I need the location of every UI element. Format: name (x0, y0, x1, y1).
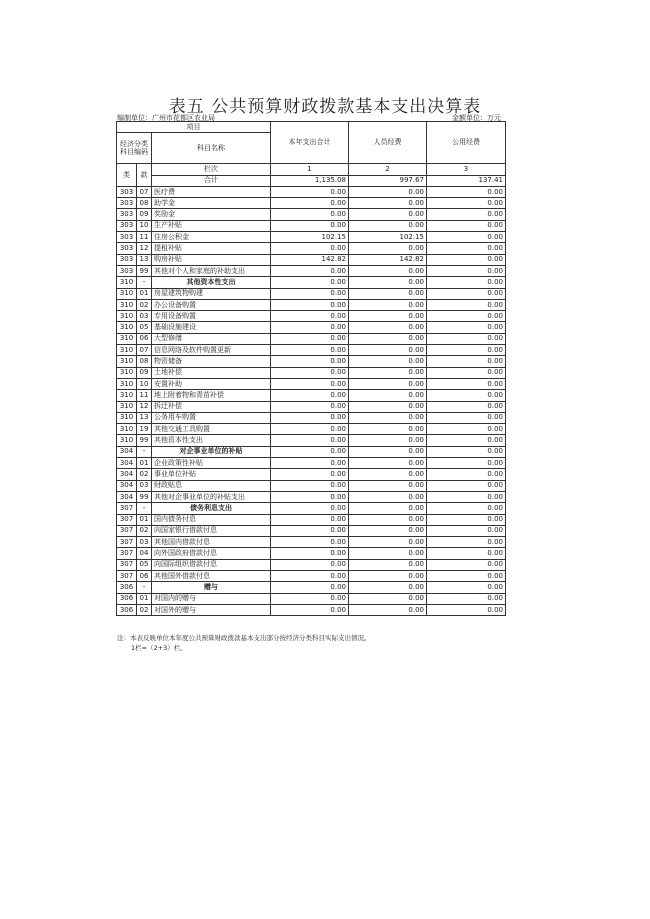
cell-personnel: 0.00 (349, 378, 427, 389)
cell-total: 0.00 (271, 446, 349, 457)
cell-subject-name: 其他资本性支出 (152, 277, 271, 288)
cell-lei: 310 (117, 424, 137, 435)
cell-total: 0.00 (271, 491, 349, 502)
cell-personnel: 0.00 (349, 198, 427, 209)
table-row (117, 458, 506, 469)
cell-subject-name: 奖励金 (152, 209, 271, 220)
cell-subject-name: 拆迁补偿 (152, 401, 271, 412)
cell-personnel: 0.00 (349, 401, 427, 412)
cell-subject-name: 信息网络及软件购置更新 (152, 345, 271, 356)
cell-public: 0.00 (427, 367, 506, 378)
cell-personnel: 0.00 (349, 593, 427, 604)
cell-personnel: 0.00 (349, 514, 427, 525)
cell-total: 0.00 (271, 277, 349, 288)
cell-personnel: 0.00 (349, 277, 427, 288)
cell-subject-name: 安置补助 (152, 378, 271, 389)
cell-kuan: 08 (137, 356, 152, 367)
cell-kuan: 02 (137, 469, 152, 480)
cell-total: 0.00 (271, 299, 349, 310)
cell-public: 0.00 (427, 593, 506, 604)
table-row (117, 559, 506, 570)
cell-lei: 307 (117, 514, 137, 525)
cell-personnel: 0.00 (349, 435, 427, 446)
cell-lei: 304 (117, 469, 137, 480)
cell-lei: 303 (117, 243, 137, 254)
total-row (117, 175, 506, 186)
cell-kuan: 11 (137, 232, 152, 243)
cell-total: 0.00 (271, 469, 349, 480)
cell-kuan: 12 (137, 401, 152, 412)
cell-public: 0.00 (427, 322, 506, 333)
cell-subject-name: 对国外的赠与 (152, 604, 271, 615)
header-row-lanci (117, 164, 506, 175)
header-personnel: 人员经费 (349, 122, 427, 164)
col-number-1: 1 (271, 164, 349, 175)
cell-subject-name: 基础设施建设 (152, 322, 271, 333)
table-row (117, 299, 506, 310)
cell-public: 0.00 (427, 582, 506, 593)
cell-personnel: 0.00 (349, 537, 427, 548)
cell-personnel: 0.00 (349, 525, 427, 536)
cell-public: 0.00 (427, 435, 506, 446)
cell-lei: 303 (117, 254, 137, 265)
header-row-project (117, 122, 506, 133)
cell-subject-name: 助学金 (152, 198, 271, 209)
table-row (117, 322, 506, 333)
cell-kuan: 07 (137, 345, 152, 356)
cell-personnel: 0.00 (349, 559, 427, 570)
table-row (117, 277, 506, 288)
table-row (117, 412, 506, 423)
table-row (117, 537, 506, 548)
cell-kuan: 03 (137, 537, 152, 548)
table-row (117, 198, 506, 209)
table-row (117, 243, 506, 254)
cell-public: 0.00 (427, 356, 506, 367)
cell-subject-name: 其他国外借款付息 (152, 570, 271, 581)
cell-subject-name: 其他对个人和家庭的补助支出 (152, 265, 271, 276)
cell-kuan: - (137, 503, 152, 514)
cell-personnel: 0.00 (349, 503, 427, 514)
header-project: 项目 (117, 122, 271, 133)
cell-public: 0.00 (427, 548, 506, 559)
table-row (117, 491, 506, 502)
cell-kuan: 99 (137, 435, 152, 446)
cell-lei: 310 (117, 333, 137, 344)
cell-total: 0.00 (271, 503, 349, 514)
cell-lei: 304 (117, 491, 137, 502)
col-number-3: 3 (427, 164, 506, 175)
table-row (117, 593, 506, 604)
cell-lei: 304 (117, 446, 137, 457)
cell-public: 0.00 (427, 469, 506, 480)
cell-kuan: 19 (137, 424, 152, 435)
note-line-1: 注：本表反映单位本年度公共预算财政拨款基本支出部分按经济分类科目实际支出情况。 (117, 634, 371, 642)
cell-public: 0.00 (427, 424, 506, 435)
cell-total: 0.00 (271, 186, 349, 197)
cell-public: 0.00 (427, 209, 506, 220)
header-public: 公用经费 (427, 122, 506, 164)
header-econ-code: 经济分类科目编码 (117, 133, 152, 164)
table-row (117, 186, 506, 197)
cell-subject-name: 国内债务付息 (152, 514, 271, 525)
total-value-1: 1,135.08 (271, 175, 349, 186)
cell-total: 0.00 (271, 345, 349, 356)
total-value-2: 997.67 (349, 175, 427, 186)
header-lei: 类 (117, 164, 137, 187)
cell-personnel: 0.00 (349, 458, 427, 469)
cell-lei: 306 (117, 582, 137, 593)
cell-kuan: 03 (137, 480, 152, 491)
cell-lei: 310 (117, 378, 137, 389)
cell-subject-name: 生产补贴 (152, 220, 271, 231)
cell-personnel: 0.00 (349, 333, 427, 344)
cell-public: 0.00 (427, 401, 506, 412)
table-row (117, 424, 506, 435)
cell-public: 0.00 (427, 446, 506, 457)
table-row (117, 525, 506, 536)
cell-public: 0.00 (427, 186, 506, 197)
cell-lei: 310 (117, 412, 137, 423)
cell-total: 0.00 (271, 604, 349, 615)
cell-total: 0.00 (271, 458, 349, 469)
cell-subject-name: 大型修缮 (152, 333, 271, 344)
cell-personnel: 0.00 (349, 288, 427, 299)
table-row (117, 311, 506, 322)
cell-public: 0.00 (427, 254, 506, 265)
cell-personnel: 0.00 (349, 209, 427, 220)
cell-subject-name: 其他国内借款付息 (152, 537, 271, 548)
cell-kuan: 10 (137, 378, 152, 389)
table-row (117, 480, 506, 491)
header-subject-name: 科目名称 (152, 133, 271, 164)
cell-public: 0.00 (427, 480, 506, 491)
cell-kuan: 01 (137, 458, 152, 469)
cell-kuan: 99 (137, 491, 152, 502)
cell-lei: 303 (117, 220, 137, 231)
cell-subject-name: 房屋建筑物购建 (152, 288, 271, 299)
cell-total: 0.00 (271, 378, 349, 389)
cell-personnel: 0.00 (349, 582, 427, 593)
cell-lei: 304 (117, 480, 137, 491)
cell-total: 0.00 (271, 537, 349, 548)
header-lanci: 栏次 (152, 164, 271, 175)
cell-public: 0.00 (427, 559, 506, 570)
cell-public: 0.00 (427, 220, 506, 231)
amount-unit: 金额单位：万元 (452, 114, 501, 122)
cell-lei: 310 (117, 277, 137, 288)
cell-personnel: 0.00 (349, 220, 427, 231)
cell-public: 0.00 (427, 345, 506, 356)
cell-public: 0.00 (427, 378, 506, 389)
cell-kuan: 02 (137, 299, 152, 310)
cell-total: 0.00 (271, 424, 349, 435)
cell-public: 0.00 (427, 570, 506, 581)
cell-lei: 304 (117, 458, 137, 469)
cell-kuan: 13 (137, 254, 152, 265)
col-number-2: 2 (349, 164, 427, 175)
cell-lei: 310 (117, 390, 137, 401)
table-row (117, 367, 506, 378)
cell-personnel: 0.00 (349, 548, 427, 559)
cell-subject-name: 对国内的赠与 (152, 593, 271, 604)
cell-total: 0.00 (271, 198, 349, 209)
cell-public: 0.00 (427, 299, 506, 310)
cell-personnel: 0.00 (349, 243, 427, 254)
cell-public: 0.00 (427, 311, 506, 322)
cell-subject-name: 购房补贴 (152, 254, 271, 265)
cell-total: 0.00 (271, 525, 349, 536)
cell-subject-name: 提租补贴 (152, 243, 271, 254)
cell-total: 0.00 (271, 593, 349, 604)
cell-lei: 310 (117, 345, 137, 356)
table-row (117, 345, 506, 356)
cell-kuan: 12 (137, 243, 152, 254)
header-total: 本年支出合计 (271, 122, 349, 164)
cell-kuan: 09 (137, 209, 152, 220)
cell-personnel: 0.00 (349, 446, 427, 457)
cell-personnel: 142.82 (349, 254, 427, 265)
cell-public: 0.00 (427, 277, 506, 288)
cell-kuan: - (137, 446, 152, 457)
cell-lei: 303 (117, 232, 137, 243)
cell-kuan: 01 (137, 593, 152, 604)
cell-kuan: 07 (137, 186, 152, 197)
cell-public: 0.00 (427, 514, 506, 525)
cell-lei: 307 (117, 548, 137, 559)
cell-lei: 307 (117, 503, 137, 514)
cell-kuan: 99 (137, 265, 152, 276)
cell-lei: 306 (117, 593, 137, 604)
cell-public: 0.00 (427, 288, 506, 299)
cell-lei: 303 (117, 198, 137, 209)
cell-subject-name: 公务用车购置 (152, 412, 271, 423)
cell-lei: 310 (117, 322, 137, 333)
cell-lei: 303 (117, 186, 137, 197)
table-row (117, 503, 506, 514)
cell-lei: 306 (117, 604, 137, 615)
cell-subject-name: 债务利息支出 (152, 503, 271, 514)
total-label: 合计 (152, 175, 271, 186)
cell-public: 0.00 (427, 458, 506, 469)
cell-personnel: 0.00 (349, 311, 427, 322)
cell-personnel: 0.00 (349, 345, 427, 356)
cell-subject-name: 事业单位补贴 (152, 469, 271, 480)
cell-total: 0.00 (271, 220, 349, 231)
cell-lei: 310 (117, 435, 137, 446)
cell-total: 0.00 (271, 435, 349, 446)
cell-kuan: 05 (137, 322, 152, 333)
cell-kuan: 08 (137, 198, 152, 209)
cell-total: 0.00 (271, 570, 349, 581)
cell-subject-name: 地上附着物和青苗补偿 (152, 390, 271, 401)
cell-subject-name: 土地补偿 (152, 367, 271, 378)
table-row (117, 288, 506, 299)
cell-subject-name: 其他资本性支出 (152, 435, 271, 446)
expenditure-table (116, 121, 506, 616)
cell-total: 0.00 (271, 401, 349, 412)
cell-subject-name: 向外国政府借款付息 (152, 548, 271, 559)
cell-total: 0.00 (271, 480, 349, 491)
cell-total: 102.15 (271, 232, 349, 243)
table-row (117, 356, 506, 367)
cell-total: 0.00 (271, 559, 349, 570)
cell-lei: 310 (117, 288, 137, 299)
table-notes (117, 633, 371, 653)
cell-personnel: 0.00 (349, 367, 427, 378)
cell-lei: 307 (117, 559, 137, 570)
cell-total: 0.00 (271, 548, 349, 559)
cell-subject-name: 企业政策性补贴 (152, 458, 271, 469)
note-line-2: 1栏=（2+3）栏。 (131, 644, 187, 652)
cell-subject-name: 财政贴息 (152, 480, 271, 491)
cell-subject-name: 向国际组织借款付息 (152, 559, 271, 570)
cell-personnel: 0.00 (349, 469, 427, 480)
cell-lei: 303 (117, 209, 137, 220)
cell-lei: 307 (117, 525, 137, 536)
cell-personnel: 0.00 (349, 491, 427, 502)
cell-personnel: 0.00 (349, 390, 427, 401)
table-row (117, 232, 506, 243)
cell-public: 0.00 (427, 604, 506, 615)
cell-total: 0.00 (271, 582, 349, 593)
cell-public: 0.00 (427, 412, 506, 423)
cell-subject-name: 其他交通工具购置 (152, 424, 271, 435)
cell-subject-name: 对企事业单位的补贴 (152, 446, 271, 457)
table-row (117, 401, 506, 412)
cell-lei: 310 (117, 367, 137, 378)
cell-public: 0.00 (427, 525, 506, 536)
cell-public: 0.00 (427, 491, 506, 502)
cell-personnel: 0.00 (349, 604, 427, 615)
cell-total: 142.82 (271, 254, 349, 265)
cell-subject-name: 专用设备购置 (152, 311, 271, 322)
cell-kuan: 01 (137, 288, 152, 299)
cell-subject-name: 物资储备 (152, 356, 271, 367)
table-row (117, 378, 506, 389)
cell-subject-name: 办公设备购置 (152, 299, 271, 310)
table-row (117, 604, 506, 615)
table-row (117, 514, 506, 525)
cell-total: 0.00 (271, 243, 349, 254)
cell-public: 0.00 (427, 537, 506, 548)
cell-kuan: 02 (137, 604, 152, 615)
table-row (117, 435, 506, 446)
page-title: 表五 公共预算财政拨款基本支出决算表 (168, 97, 482, 117)
cell-kuan: 04 (137, 548, 152, 559)
table-row (117, 446, 506, 457)
cell-total: 0.00 (271, 333, 349, 344)
cell-kuan: 01 (137, 514, 152, 525)
cell-kuan: 10 (137, 220, 152, 231)
cell-personnel: 102.15 (349, 232, 427, 243)
cell-total: 0.00 (271, 288, 349, 299)
cell-kuan: 06 (137, 333, 152, 344)
cell-total: 0.00 (271, 311, 349, 322)
cell-total: 0.00 (271, 412, 349, 423)
cell-lei: 310 (117, 311, 137, 322)
cell-lei: 310 (117, 299, 137, 310)
cell-personnel: 0.00 (349, 356, 427, 367)
table-row (117, 254, 506, 265)
total-value-3: 137.41 (427, 175, 506, 186)
table-row (117, 548, 506, 559)
cell-total: 0.00 (271, 514, 349, 525)
cell-kuan: 13 (137, 412, 152, 423)
cell-lei: 303 (117, 265, 137, 276)
cell-subject-name: 赠与 (152, 582, 271, 593)
cell-personnel: 0.00 (349, 480, 427, 491)
cell-kuan: 11 (137, 390, 152, 401)
cell-subject-name: 其他对企事业单位的补贴支出 (152, 491, 271, 502)
cell-kuan: - (137, 277, 152, 288)
cell-total: 0.00 (271, 265, 349, 276)
cell-personnel: 0.00 (349, 322, 427, 333)
cell-personnel: 0.00 (349, 299, 427, 310)
cell-personnel: 0.00 (349, 570, 427, 581)
cell-lei: 307 (117, 570, 137, 581)
cell-kuan: 02 (137, 525, 152, 536)
cell-lei: 310 (117, 356, 137, 367)
cell-subject-name: 医疗费 (152, 186, 271, 197)
cell-public: 0.00 (427, 503, 506, 514)
cell-personnel: 0.00 (349, 186, 427, 197)
cell-total: 0.00 (271, 367, 349, 378)
cell-lei: 310 (117, 401, 137, 412)
cell-public: 0.00 (427, 390, 506, 401)
cell-public: 0.00 (427, 243, 506, 254)
table-row (117, 390, 506, 401)
cell-public: 0.00 (427, 265, 506, 276)
table-row (117, 570, 506, 581)
cell-public: 0.00 (427, 232, 506, 243)
cell-kuan: 09 (137, 367, 152, 378)
cell-kuan: 05 (137, 559, 152, 570)
compiling-unit: 编制单位：广州市花都区农业局 (117, 114, 215, 122)
cell-subject-name: 住房公积金 (152, 232, 271, 243)
cell-total: 0.00 (271, 209, 349, 220)
cell-personnel: 0.00 (349, 424, 427, 435)
cell-lei: 307 (117, 537, 137, 548)
cell-kuan: 06 (137, 570, 152, 581)
cell-total: 0.00 (271, 390, 349, 401)
cell-personnel: 0.00 (349, 265, 427, 276)
table-row (117, 220, 506, 231)
table-row (117, 333, 506, 344)
cell-subject-name: 向国家银行借款付息 (152, 525, 271, 536)
cell-public: 0.00 (427, 198, 506, 209)
table-row (117, 209, 506, 220)
table-row (117, 582, 506, 593)
table-row (117, 265, 506, 276)
header-kuan: 款 (137, 164, 152, 187)
cell-total: 0.00 (271, 356, 349, 367)
cell-total: 0.00 (271, 322, 349, 333)
cell-personnel: 0.00 (349, 412, 427, 423)
cell-public: 0.00 (427, 333, 506, 344)
cell-kuan: 03 (137, 311, 152, 322)
cell-kuan: - (137, 582, 152, 593)
table-row (117, 469, 506, 480)
